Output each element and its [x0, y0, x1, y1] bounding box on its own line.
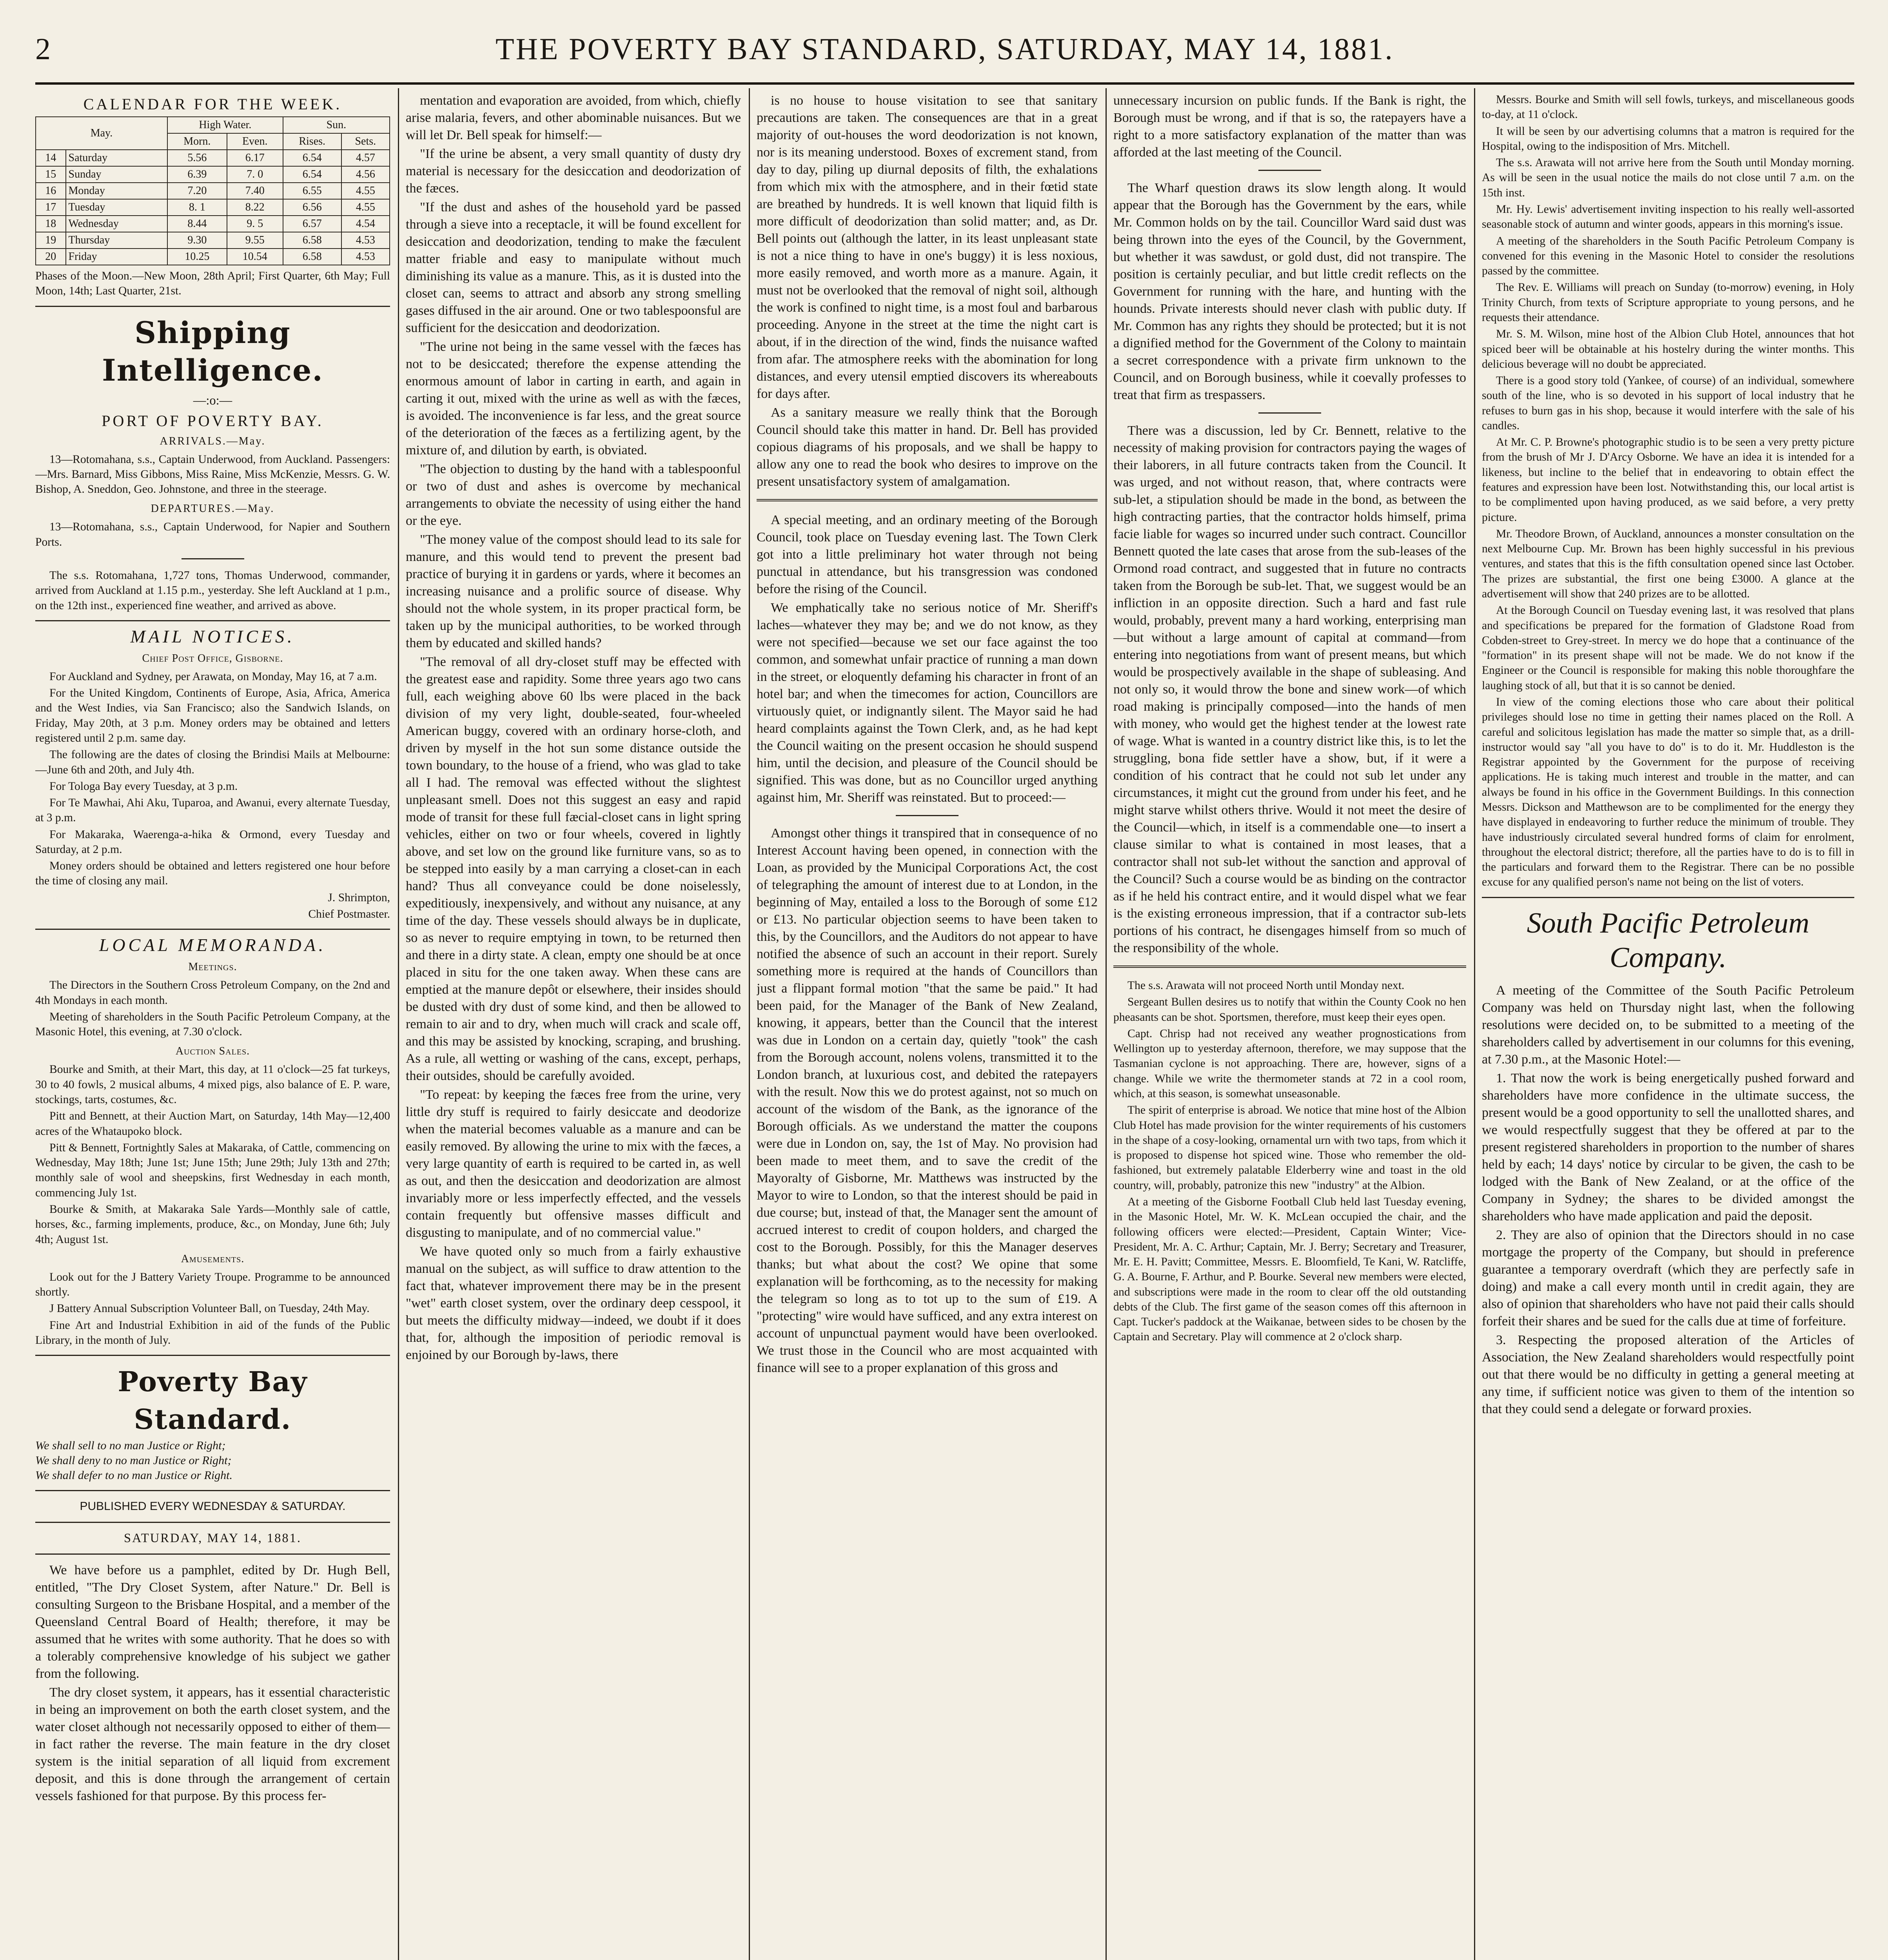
news-item: In view of the coming elections those who care about their political privileges should lose no time in getting their names placed on the Roll. A careful and solicitous legislation has made the matter so simple that, as a drill-instructor would say "all you have to do" is to do it. Mr. Huddleston is the Registrar appointed by the Government for the purpose of receiving applications. He is taking much interest and trouble in the matter, and can always be found in his office in the Government Buildings. In this connection Messrs. Dickson and Matthewson are to be complimented for the energy they have displayed in endeavoring to further reduce the minimum of trouble. They have industriously circulated several hundred forms of claim for enrolment, throughout the electoral district; therefore, all the parties have to do is to fill in the particulars and forward them to the Registrar. There can be no possible excuse for any qualified person's name not being on the list of voters.: [1482, 695, 1854, 889]
short-rule: [896, 815, 959, 816]
article-paragraph: 1. That now the work is being energetically pushed forward and shareholders have more confidence in the ultimate success, the present would be a good opportunity to sell the unallotted shares, and we would respectfully suggest that they be offered at par to the present registered shareholders in proportion to the number of shares held by each; 14 days' notice by circular to be given, the cash to be lodged with the Bank of New Zealand, or at the office of the Company in Sydney; the shares to be divided amongst the shareholders who have made application and paid the deposit.: [1482, 1071, 1854, 1223]
nameplate: Poverty Bay Standard.: [118, 1365, 308, 1436]
news-item: Sergeant Bullen desires us to notify that within the County Cook no hen pheasants can be shot. Sportsmen, therefore, must keep their eyes open.: [1113, 996, 1466, 1024]
article-paragraph: "The money value of the compost should lead to its sale for manure, and this would tend to prevent the present bad practice of burying it in gardens or yards, where it becomes an increasing nuisance and a prolific source of disease. Why should not the whole system, in its proper practical form, be taken up by the municipal authorities, to be worked through them by educated and skilled hands?: [406, 532, 741, 650]
calendar-cell-morn: 9.30: [167, 232, 227, 249]
news-item: A meeting of the shareholders in the South Pacific Petroleum Company is convened for this evening in the Masonic Hotel to consider the resolutions passed by the committee.: [1482, 234, 1854, 278]
news-item: The s.s. Arawata will not proceed North until Monday next.: [1127, 979, 1405, 992]
wharf-article: [1113, 180, 1466, 404]
calendar-cell-day: 16: [36, 183, 66, 199]
calendar-rises-header: Rises.: [283, 133, 341, 150]
public-funds-article: [1113, 92, 1466, 161]
published-line: PUBLISHED EVERY WEDNESDAY & SATURDAY.: [80, 1500, 346, 1513]
article-paragraph: "The urine not being in the same vessel with the fæces has not to be desiccated; therefore the expense attending the enormous amount of labor in carting in earth, and again in carting it out, mixed with the urine as well as with the fæces, is avoided. The inconvenience is far less, and the great source of the deterioration of the fæces as a fertilizing agent, by the mixture of, and dilution by earth, is obviated.: [406, 339, 741, 457]
article-paragraph: We have before us a pamphlet, edited by Dr. Hugh Bell, entitled, "The Dry Closet System, after Nature." Dr. Bell is consulting Surgeon to the Brisbane Hospital, and a member of the Queensland Central Board of Health; therefore, it may be assumed that he writes with some authority. That he does so with a tolerably comprehensive knowledge of his subject we gather from the following.: [35, 1563, 390, 1681]
article-paragraph: A special meeting, and an ordinary meeting of the Borough Council, took place on Tuesday evening last. The Town Clerk got into a little preliminary hot water through not being punctual in attendance, but his transgression was condoned before the rising of the Council.: [757, 513, 1098, 596]
amusement-item: Fine Art and Industrial Exhibition in aid of the funds of the Public Library, in the month of July.: [35, 1319, 390, 1347]
calendar-sun-header: Sun.: [283, 117, 390, 133]
mail-notice: For Tologa Bay every Tuesday, at 3 p.m.: [49, 780, 238, 793]
divider: [35, 1553, 390, 1555]
amusements-list: [35, 1270, 390, 1348]
calendar-heading: CALENDAR FOR THE WEEK.: [83, 95, 342, 113]
divider: [35, 1355, 390, 1356]
article-paragraph: Amongst other things it transpired that in consequence of no Interest Account having been opened, in connection with the Loan, as provided by the Municipal Corporations Act, the cost of telegraphing the amount of interest due to at London, in the beginning of May, entailed a loss to the Borough of some £12 or £13. No particular objection seems to have been taken to this, by the Councillors, and the Auditors do not appear to have notified the absence of such an account in their report. Surely something more is required at the hands of Councillors than just a flippant formal motion "that the same be paid." It had been paid, for the Manager of the Bank of New Zealand, knowing, it appears, better than the Council that the interest was due in London on a certain day, quietly "took" the cash from the Borough account, nolens volens, transmitted it to the London branch, at luxurious cost, and debited the ratepayers with the result. Now this we do protest against, not so much on account of the wisdom of the Bank, as the ignorance of the Borough officials. As we understand the matter the coupons were due in London on, say, the 1st of May. No provision had been made to meet them, and to save the credit of the Mayoralty of Gisborne, Mr. Matthews was instructed by the Mayor to wire to London, so that the interest should be paid in due course; but, instead of that, the Manager sent the amount of accrued interest to credit of coupon holders, and charged the cost to the Borough. Possibly, for this the Manager deserves thanks; but what about the cost? We opine that some explanation will be forthcoming, as to the necessity for making the telegram so long as to tot up to the sum of £19. A "protecting" wire would have sufficed, and any extra interest on account of unpunctual payment would have been overlooked. We trust those in the Council who are most acquainted with finance will see to a proper explanation of this gross and: [757, 826, 1098, 1375]
article-paragraph: 2. They are also of opinion that the Directors should in no case mortgage the property of the Company, but should in preference guarantee a temporary overdraft (which they are perfectly safe in doing) and make a call every month until in credit again, they are also of opinion that shareholders who have not paid their calls should forfeit their shares and be sued for the calls due at time of forfeiture.: [1482, 1227, 1854, 1328]
local-news: [1482, 92, 1854, 890]
calendar-cell-weekday: Friday: [66, 249, 167, 265]
calendar-cell-sets: 4.55: [341, 199, 390, 216]
motto-line: We shall defer to no man Justice or Right.: [35, 1469, 232, 1482]
calendar-row: [36, 232, 390, 249]
calendar-rows: [36, 150, 390, 265]
column-rule: [1106, 88, 1107, 1960]
moon-phases: Phases of the Moon.—New Moon, 28th April; First Quarter, 6th May; Full Moon, 14th; Last Quarter, 21st.: [35, 270, 390, 298]
calendar-table: [35, 116, 390, 265]
departures-heading: DEPARTURES.—May.: [151, 503, 275, 515]
motto-line: We shall deny to no man Justice or Right;: [35, 1454, 232, 1467]
news-item: Mr. Theodore Brown, of Auckland, announces a monster consultation on the next Melbourne Cup. Mr. Brown has been highly successful in his previous ventures, and states that this is the fifth consultation opened since last October. The prizes are substantial, the first one being £3000. A glance at the advertisement will show that 240 prizes are to be allotted.: [1482, 527, 1854, 600]
mail-notice: The following are the dates of closing the Brindisi Mails at Melbourne:—June 6th and 20th, and July 4th.: [35, 748, 390, 776]
news-item: At a meeting of the Gisborne Football Club held last Tuesday evening, in the Masonic Hotel, Mr. W. K. McLean occupied the chair, and the following officers were elected:—President, Captain Winter; Vice-President, Mr. A. C. Arthur; Captain, Mr. J. Berry; Secretary and Treasurer, Mr. E. H. Pavitt; Committee, Messrs. E. Bloomfield, Te Kani, W. Ratcliffe, G. A. Bourne, F. Arthur, and P. Bourke. Several new members were elected, and subscriptions were made in the room to clear off the old outstanding debts of the Club. The first game of the season comes off this afternoon in Capt. Tucker's paddock at the Waikanae, between sides to be chosen by the Captain and Secretary. Play will commence at 2 o'clock sharp.: [1113, 1195, 1466, 1343]
article-paragraph: There was a discussion, led by Cr. Bennett, relative to the necessity of making provision for contractors paying the wages of their laborers, in all future contracts taken from the Council. It was urged, and not without reason, that, where contracts were sub-let, a stipulation should be made in the bond, as between the high contracting parties, that the contractor holds himself, prima facie liable for wages so incurred under such contract. Councillor Bennett quoted the late cases that arose from the sub-leases of the Ormond road contract, and suggested that in future no contracts taken from the Borough be sub-let. That, we suggest would be an infliction in an opposite direction. Such a hard and fast rule would, probably, prevent many a hard working, enterprising man—but without a large amount of capital at command—from entering into negotiations from want of present means, but which would be prospectively available in the shape of subleasing. And not only so, it would throw the bone and sinew work—of which road making is principally composed—into the hands of men with money, who would get the highest tender at the lowest rate of wage. What is wanted in a country district like this, is to let the struggling, bona fide settler have a show, but, if it were a condition of his contract that he could not sub let under any circumstances, it might cut the ground from under his feet, and he might starve whilst others thrive. Would it not meet the desire of the Council—which, in itself is a commendable one—to insert a clause similar to what is contained in most leases, that a contractor shall not sub-let without the sanction and approval of the Council? Such a course would be as binding on the contractor as if he held his contract entire, and it would dispel what we fear is the existing erroneous impression, that if a contractor sub-lets portions of his contract, he disengages himself from so much of the responsibility of the whole.: [1113, 423, 1466, 955]
article-paragraph: As a sanitary measure we really think that the Borough Council should take this matter in hand. Dr. Bell has provided copious diagrams of his proposals, and we shall be happy to allow any one to read the book who desires to improve on the present unsatisfactory system of amalgamation.: [757, 405, 1098, 489]
calendar-cell-even: 7. 0: [227, 166, 283, 183]
news-item: The Rev. E. Williams will preach on Sunday (to-morrow) evening, in Holy Trinity Church, from texts of Scripture appropriate to young persons, and he requests their attendance.: [1482, 281, 1854, 324]
auction-item: Bourke and Smith, at their Mart, this day, at 11 o'clock—25 fat turkeys, 30 to 40 fowls, 2 musical albums, 4 mixed pigs, also balance of E. P. ware, stockings, tarts, costumes, &c.: [35, 1063, 390, 1106]
petroleum-heading: South Pacific Petroleum Company.: [1527, 907, 1810, 974]
calendar-cell-day: 14: [36, 150, 66, 166]
calendar-cell-morn: 10.25: [167, 249, 227, 265]
calendar-cell-even: 6.17: [227, 150, 283, 166]
dry-closet-article: [406, 92, 741, 1364]
article-paragraph: "To repeat: by keeping the fæces free from the urine, very little dry stuff is required to fairly desiccate and deodorize when the material becomes valuable as a manure and can be easily removed. By allowing the urine to mix with the fæces, a very large quantity of earth is required to be carted in, as well as out, and then the desiccation and deodorization are almost invariably more or less imperfectly effected, and the vessels contain frequently but offensive masses difficult and disgusting to manipulate, and of no commercial value.": [406, 1087, 741, 1240]
calendar-cell-sets: 4.54: [341, 216, 390, 232]
calendar-morn-header: Morn.: [167, 133, 227, 150]
calendar-row: [36, 249, 390, 265]
port-heading: PORT OF POVERTY BAY.: [102, 412, 324, 430]
calendar-cell-day: 19: [36, 232, 66, 249]
calendar-cell-sets: 4.57: [341, 150, 390, 166]
calendar-cell-even: 9.55: [227, 232, 283, 249]
calendar-cell-sets: 4.53: [341, 249, 390, 265]
local-news: [1113, 978, 1466, 1345]
calendar-cell-sets: 4.53: [341, 232, 390, 249]
calendar-cell-even: 7.40: [227, 183, 283, 199]
double-rule: [1113, 965, 1466, 969]
calendar-cell-morn: 5.56: [167, 150, 227, 166]
news-item: Mr. Hy. Lewis' advertisement inviting inspection to his really well-assorted seasonable stock of autumn and winter goods, appears in this morning's issue.: [1482, 203, 1854, 231]
masthead: [35, 27, 1854, 78]
column-5: [1482, 92, 1854, 1960]
calendar-cell-weekday: Wednesday: [66, 216, 167, 232]
mail-notice: For the United Kingdom, Continents of Europe, Asia, Africa, America and the West Indies, via San Francisco; also the Sandwich Islands, on Friday, May 20th, at 3 p.m. Money orders may be obtained and letters registered until 2 p.m. same day.: [35, 687, 390, 744]
article-paragraph: "If the urine be absent, a very small quantity of dusty dry material is necessary for the desiccation and deodorization of the fæces.: [406, 147, 741, 196]
news-item: There is a good story told (Yankee, of course) of an individual, somewhere south of the line, who is so devoted in his support of local industry that he refuses to burn gas in his shop, because it would interfere with the sale of his candles.: [1482, 374, 1854, 432]
calendar-cell-weekday: Monday: [66, 183, 167, 199]
auction-item: Pitt & Bennett, Fortnightly Sales at Makaraka, of Cattle, commencing on Wednesday, May 18th; June 1st; June 15th; June 29th; July 13th and 27th; monthly sale of wool and sheepskins, first Wednesday in each month, commencing July 1st.: [35, 1141, 390, 1199]
amusement-item: Look out for the J Battery Variety Troupe. Programme to be announced shortly.: [35, 1270, 390, 1299]
calendar-cell-morn: 7.20: [167, 183, 227, 199]
shipping-divider: —:o:—: [193, 393, 232, 408]
calendar-cell-morn: 8. 1: [167, 199, 227, 216]
article-paragraph: We have quoted only so much from a fairly exhaustive manual on the subject, as will suffice to draw attention to the fact that, whatever improvement there may be in the present "wet" earth closet system, over the ordinary deep cesspool, it but meets the difficulty midway—indeed, we doubt if it does that, for, although the imposition of periodic removal is enjoined by our Borough by-laws, there: [406, 1244, 741, 1362]
divider: [35, 1490, 390, 1491]
calendar-row: [36, 216, 390, 232]
mail-notice: For Makaraka, Waerenga-a-hika & Ormond, every Tuesday and Saturday, at 2 p.m.: [35, 828, 390, 856]
mail-notices: [35, 669, 390, 889]
calendar-cell-morn: 6.39: [167, 166, 227, 183]
dateline: SATURDAY, MAY 14, 1881.: [123, 1531, 302, 1546]
calendar-row: [36, 199, 390, 216]
news-item: It will be seen by our advertising columns that a matron is required for the Hospital, owing to the indisposition of Mrs. Mitchell.: [1482, 125, 1854, 152]
calendar-cell-rises: 6.58: [283, 232, 341, 249]
short-rule: [1258, 412, 1321, 414]
article-paragraph: A meeting of the Committee of the South Pacific Petroleum Company was held on Thursday night last, when the following resolutions were decided on, to be submitted to a meeting of the shareholders called by advertisement in our columns for this evening, at 7.30 p.m., at the Masonic Hotel:—: [1482, 983, 1854, 1067]
article-paragraph: is no house to house visitation to see that sanitary precautions are taken. The consequences are that in a great majority of out-houses the word deodorization is not known, nor is its meaning understood. Boxes of excrement stand, from day to day, piling up diurnal deposits of filth, the exhalations from which mix with the atmosphere, and in their fœtid state are breathed by hundreds. It is well known that liquid filth is more difficult of deodorization than solid matter; and, as Dr. Bell points out (although the latter, in its least unpleasant state is not a nice thing to have in one's buggy) it is less noxious, more easily removed, and worth more as a manure. Again, it must not be overlooked that the removal of night soil, although the work is confined to night time, is a most foul and barbarous proceeding. Anyone in the street at the time the night cart is about, if in the direction of the wind, finds the nuisance wafted from afar. The atmosphere reeks with the abomination for long distances, and every utensil emptied discovers its whereabouts for days after.: [757, 93, 1098, 401]
meetings-list: [35, 978, 390, 1039]
calendar-cell-day: 17: [36, 199, 66, 216]
news-item: At Mr. C. P. Browne's photographic studio is to be seen a very pretty picture from the brush of Mr J. D'Arcy Osborne. We have an idea it is intended for a likeness, but incline to the belief that in endeavoring to obtain effect the features and expression have been lost. Notwithstanding this, our local artist is to be complimented upon having produced, as we said before, a very pretty picture.: [1482, 436, 1854, 524]
article-paragraph: unnecessary incursion on public funds. If the Bank is right, the Borough must be wrong, and if that is so, the ratepayers have a right to a more satisfactory explanation of the matter than was afforded at the last meeting of the Council.: [1113, 93, 1466, 160]
council-article: [757, 512, 1098, 806]
calendar-cell-even: 9. 5: [227, 216, 283, 232]
interest-account-article: [757, 825, 1098, 1377]
news-item: Mr. S. M. Wilson, mine host of the Albion Club Hotel, announces that hot spiced beer will be obtainable at his hostelry during the winter months. This delicious beverage will no doubt be appreciated.: [1482, 328, 1854, 370]
calendar-cell-even: 8.22: [227, 199, 283, 216]
sanitation-article: [757, 92, 1098, 490]
amusements-heading: Amusements.: [181, 1252, 245, 1265]
amusement-item: J Battery Annual Subscription Volunteer Ball, on Tuesday, 24th May.: [49, 1302, 370, 1315]
calendar-cell-weekday: Tuesday: [66, 199, 167, 216]
column-4: [1113, 92, 1466, 1960]
calendar-cell-day: 18: [36, 216, 66, 232]
calendar-cell-weekday: Sunday: [66, 166, 167, 183]
editorial-article: [35, 1562, 390, 1805]
calendar-sets-header: Sets.: [341, 133, 390, 150]
calendar-cell-morn: 8.44: [167, 216, 227, 232]
article-paragraph: 3. Respecting the proposed alteration of the Articles of Association, the New Zealand shareholders would respectfully point out that there would be no difficulty in getting a general meeting at any time, if sufficient notice was given to them of the intention so that they could send a delegate or forward proxies.: [1482, 1332, 1854, 1416]
petroleum-article: [1482, 982, 1854, 1418]
calendar-cell-weekday: Saturday: [66, 150, 167, 166]
motto-line: We shall sell to no man Justice or Right;: [35, 1439, 226, 1452]
column-3: [757, 92, 1098, 1960]
auction-item: Bourke & Smith, at Makaraka Sale Yards—Monthly sale of cattle, horses, &c., farming implements, produce, &c., on Monday, June 6th; July 4th; August 1st.: [35, 1203, 390, 1246]
auction-item: Pitt and Bennett, at their Auction Mart, on Saturday, 14th May—12,400 acres of the Whataupoko block.: [35, 1110, 390, 1138]
auction-list: [35, 1062, 390, 1247]
calendar-cell-even: 10.54: [227, 249, 283, 265]
calendar-cell-rises: 6.54: [283, 150, 341, 166]
shipping-note: The s.s. Rotomahana, 1,727 tons, Thomas Underwood, commander, arrived from Auckland at 1.15 p.m., yesterday. She left Auckland at 1 p.m., on the 12th inst., experienced fine weather, and arrived as above.: [35, 569, 390, 612]
divider: [35, 929, 390, 930]
article-paragraph: mentation and evaporation are avoided, from which, chiefly arise malaria, fevers, and other abominable nuisances. But we will let Dr. Bell speak for himself:—: [406, 93, 741, 142]
page-title: THE POVERTY BAY STANDARD, SATURDAY, MAY 14, 1881.: [495, 32, 1394, 66]
calendar-highwater-header: High Water.: [167, 117, 283, 133]
short-rule: [1258, 170, 1321, 171]
calendar-month-header: May.: [36, 117, 167, 150]
calendar-row: [36, 183, 390, 199]
article-paragraph: The dry closet system, it appears, has it essential characteristic in being an improvement on both the earth closet system, and the water closet although not necessarily opposed to either of them—in fact rather the reverse. The main feature in the dry closet system is the initial separation of all liquid from excrement deposit, and this is done through the arrangement of certain vessels fashioned for that purpose. By this process fer-: [35, 1685, 390, 1804]
arrivals-text: 13—Rotomahana, s.s., Captain Underwood, from Auckland. Passengers:—Mrs. Barnard, Miss Gibbons, Miss Raine, Miss McKenzie, Messrs. G. W. Bishop, A. Sneddon, Geo. Johnstone, and three in the steerage.: [35, 453, 390, 496]
divider: [35, 620, 390, 621]
mail-notice: Money orders should be obtained and letters registered one hour before the time of closing any mail.: [35, 860, 390, 887]
meeting-item: The Directors in the Southern Cross Petroleum Company, on the 2nd and 4th Mondays in each month.: [35, 979, 390, 1007]
article-paragraph: "The objection to dusting by the hand with a tablespoonful or two of dust and ashes is overcome by mechanical arrangements to obviate the necessity of using either the hand or the eye.: [406, 462, 741, 528]
divider: [1482, 897, 1854, 898]
article-paragraph: "If the dust and ashes of the household yard be passed through a sieve into a receptacle, it will be found excellent for desiccation and deodorization, tending to make the fæculent matter friable and easy to manipulate without much diminishing its value as a manure. This, as it is dusted into the closet can, seems to attract and absorb any strong smelling gases diffused in the air around. One or two tablespoonsful are sufficient for the desiccation and deodorization.: [406, 200, 741, 335]
column-2: [406, 92, 741, 1960]
meeting-item: Meeting of shareholders in the South Pacific Petroleum Company, at the Masonic Hotel, this evening, at 7.30 o'clock.: [35, 1010, 390, 1038]
mail-heading: MAIL NOTICES.: [130, 626, 295, 646]
news-item: Messrs. Bourke and Smith will sell fowls, turkeys, and miscellaneous goods to-day, at 11 o'clock.: [1482, 93, 1854, 121]
news-item: Capt. Chrisp had not received any weather prognostications from Wellington up to yesterday afternoon, therefore, we may suppose that the Tasmanian cyclone is not approaching. There are, however, signs of a change. While we write the thermometer stands at 72 in a cool room, which, at this season, is somewhat unseasonable.: [1113, 1027, 1466, 1100]
calendar-cell-rises: 6.58: [283, 249, 341, 265]
news-item: The spirit of enterprise is abroad. We notice that mine host of the Albion Club Hotel has made provision for the winter requirements of his customers in the shape of a cosy-looking, ornamental urn with two taps, from which it is proposed to dispense hot spiced wine. Those who remember the old-fashioned, but extremely palatable Elderberry wine and toast in the old country, will, probably, patronize this new "industry" at the Albion.: [1113, 1104, 1466, 1192]
column-rule: [1474, 88, 1475, 1960]
meetings-heading: Meetings.: [188, 961, 237, 973]
calendar-cell-rises: 6.56: [283, 199, 341, 216]
calendar-row: [36, 150, 390, 166]
calendar-section: [35, 96, 390, 299]
mail-notice: For Auckland and Sydney, per Arawata, on Monday, May 16, at 7 a.m.: [49, 670, 377, 683]
calendar-cell-rises: 6.54: [283, 166, 341, 183]
calendar-row: [36, 166, 390, 183]
calendar-cell-weekday: Thursday: [66, 232, 167, 249]
calendar-cell-day: 20: [36, 249, 66, 265]
news-item: The s.s. Arawata will not arrive here from the South until Monday morning. As will be seen in the usual notice the mails do not close until 7 a.m. on the 15th inst.: [1482, 156, 1854, 199]
article-paragraph: "The removal of all dry-closet stuff may be effected with the greatest ease and rapidity. Some three years ago two cans full, each weighing above 60 lbs were placed in the back division of my very light, double-seated, four-wheeled American buggy, covered with an ordinary horse-cloth, and driven by myself in the hot sun some distance outside the town boundary, to the house of a friend, who was glad to take all I had. The removal was effected without the slightest unpleasant smell. Does not this suggest an easy and rapid mode of transit for these full fæcial-closet cans in light spring vehicles, either on two or four wheels, covered in lightly above, and set low on the ground like furniture vans, so as to be stepped into easily by a man carrying a closet-can in each hand? Thus all conveyance could be done noiselessly, expeditiously, inexpensively, and without any nuisance, at any time of the day. These vessels should always be in duplicate, so as never to require emptying in town, to be returned then and there in a dirty state. A clean, empty one should be at once placed in situ for the one taken away. When these cans are emptied at the manure depôt or elsewhere, their insides should be dusted with dry dust of some kind, and then be allowed to remain to air and to dry, when much will crack and scale off, and this may be assisted by knocking, scraping, and brushing. As a rule, all wetting or washing of the cans, except, perhaps, their outsides, should be carefully avoided.: [406, 655, 741, 1083]
calendar-cell-day: 15: [36, 166, 66, 183]
shipping-heading: Shipping Intelligence.: [102, 315, 323, 388]
calendar-even-header: Even.: [227, 133, 283, 150]
column-1: [35, 92, 390, 1960]
calendar-cell-sets: 4.56: [341, 166, 390, 183]
auction-heading: Auction Sales.: [175, 1045, 250, 1058]
mail-office: Chief Post Office, Gisborne.: [142, 652, 283, 664]
divider: [35, 306, 390, 307]
short-rule: [182, 558, 244, 559]
page-number: 2: [35, 32, 51, 66]
mail-signature: J. Shrimpton,: [328, 891, 390, 904]
calendar-cell-sets: 4.55: [341, 183, 390, 199]
column-rule: [749, 88, 750, 1960]
double-rule: [757, 499, 1098, 503]
column-rule: [398, 88, 399, 1960]
news-item: At the Borough Council on Tuesday evening last, it was resolved that plans and specifications be prepared for the formation of Gladstone Road from Cobden-street to Grey-street. In mercy we do hope that a continuance of the "formation" in its present shape will not be made. We do not know if the Engineer or the Council is responsible for making this noble thoroughfare the laughing stock of all, but that it is so cannot be denied.: [1482, 604, 1854, 692]
arrivals-heading: ARRIVALS.—May.: [160, 435, 266, 447]
article-paragraph: The Wharf question draws its slow length along. It would appear that the Borough has the Government by the ears, while Mr. Common holds on by the tail. Councillor Ward said dust was being thrown into the eyes of the Council, by the Government, but whether it was sawdust, or gold dust, did not transpire. The position is certainly peculiar, and but little credit reflects on the Government for running with the hare, and hunting with the hounds. Private interests should never clash with public duty. If Mr. Common has any rights they should be protected; but it is not a dignified method for the Government of the Colony to maintain a secret correspondence with a private firm unknown to the Council, and on Borough business, while it coevally professes to treat that firm as trespassers.: [1113, 181, 1466, 402]
calendar-cell-rises: 6.57: [283, 216, 341, 232]
memoranda-heading: LOCAL MEMORANDA.: [99, 935, 327, 955]
contracts-article: [1113, 422, 1466, 957]
mail-notice: For Te Mawhai, Ahi Aku, Tuparoa, and Awanui, every alternate Tuesday, at 3 p.m.: [35, 797, 390, 824]
masthead-rule: [35, 82, 1854, 85]
article-paragraph: We emphatically take no serious notice of Mr. Sheriff's laches—whatever they may be; and we do not know, as they were not specified—because we set our face against the too common, and somewhat unfair practice of running a man down in the street, or eloquently defaming his character in front of an hotel bar; and when the timecomes for action, Councillors are virtuously quiet, or indignantly silent. The Mayor said he had heard complaints against the Town Clerk, and, as he had kept the Council waiting on the present occasion he should suspend him, until the decision, and pleasure of the Council should be signified. This was done, but as no Councillor urged anything against him, Mr. Sheriff was reinstated. But to proceed:—: [757, 601, 1098, 805]
departures-text: 13—Rotomahana, s.s., Captain Underwood, for Napier and Southern Ports.: [35, 521, 390, 548]
calendar-cell-rises: 6.55: [283, 183, 341, 199]
divider: [35, 1522, 390, 1523]
mail-signature-title: Chief Postmaster.: [308, 908, 390, 921]
